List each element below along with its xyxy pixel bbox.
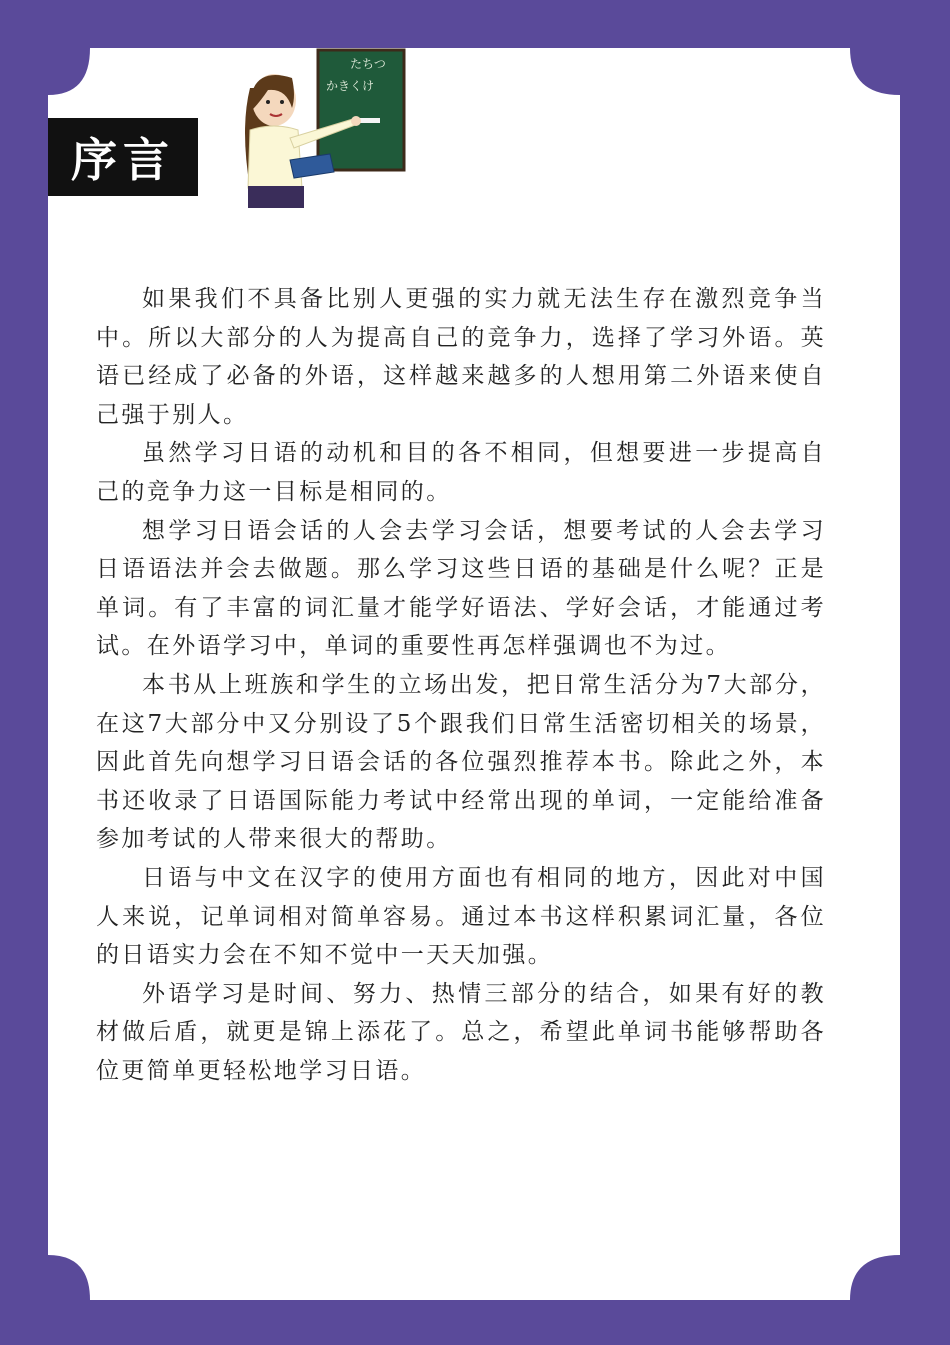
chalk-line-1: たちつ bbox=[350, 57, 386, 71]
paragraph: 本书从上班族和学生的立场出发，把日常生活分为7大部分，在这7大部分中又分别设了5个跟我们日常生活密切相关的场景，因此首先向想学习日语会话的各位强烈推荐本书。除此之外，本书还收录了日语国际能力考试中经常出现的单词，一定能给准备参加考试的人带来很大的帮助。 bbox=[96, 671, 826, 853]
paragraph: 日语与中文在汉字的使用方面也有相同的地方，因此对中国人来说，记单词相对简单容易。通过本书这样积累词汇量，各位的日语实力会在不知不觉中一天天加强。 bbox=[96, 864, 826, 969]
page-title-badge bbox=[48, 118, 198, 196]
paragraph: 外语学习是时间、努力、热情三部分的结合，如果有好的教材做后盾，就更是锦上添花了。总之，希望此单词书能够帮助各位更简单更轻松地学习日语。 bbox=[96, 980, 826, 1084]
teacher-illustration bbox=[230, 48, 410, 208]
paragraph: 如果我们不具备比别人更强的实力就无法生存在激烈竞争当中。所以大部分的人为提高自己的竞争力，选择了学习外语。英语已经成了必备的外语，这样越来越多的人想用第二外语来使自己强于别人。 bbox=[96, 286, 826, 428]
preface-body bbox=[96, 280, 826, 1090]
chalk-line-2: かきくけ bbox=[326, 79, 375, 93]
paragraph: 想学习日语会话的人会去学习会话，想要考试的人会去学习日语语法并会去做题。那么学习这些日语的基础是什么呢？正是单词。有了丰富的词汇量才能学好语法、学好会话，才能通过考试。在外语学习中，单词的重要性再怎样强调也不为过。 bbox=[96, 517, 826, 660]
page-title: 序言 bbox=[71, 133, 175, 187]
paragraph: 虽然学习日语的动机和目的各不相同，但想要进一步提高自己的竞争力这一目标是相同的。 bbox=[96, 440, 826, 505]
chalkboard-icon bbox=[318, 50, 404, 170]
